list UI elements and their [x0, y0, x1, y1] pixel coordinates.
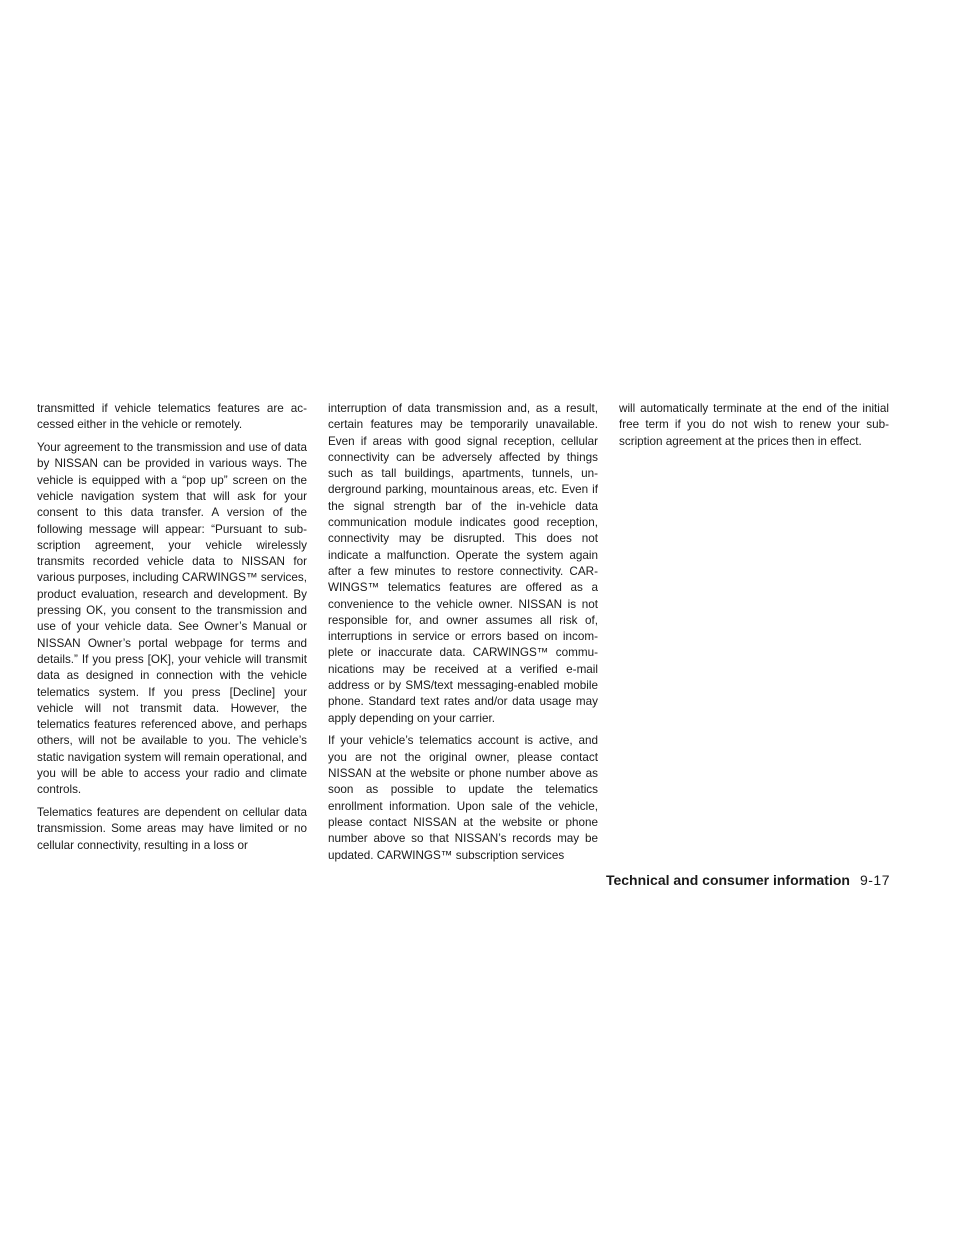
- paragraph: Telematics features are dependent on cellular data transmission. Some areas may have limited or no cellular connectivity, resulting in a loss or: [37, 806, 307, 852]
- page-footer: [606, 871, 890, 889]
- paragraph: If your vehicle’s telematics account is active, and you are not the original owner, please contact NISSAN at the website or phone number above as soon as possible to update the telematics enrollment information. Upon sale of the vehicle, please contact NISSAN at the website or phone number above so that NISSAN’s records may be updated. CARWINGS™ subscription services: [328, 734, 598, 862]
- paragraph: Your agreement to the transmission and use of data by NISSAN can be provided in various ways. The vehicle is equipped with a “pop up” screen on the vehicle navigation system that will ask for your consent to this data transfer. A version of the following message will appear: “Pursuant to subscription agreement, your vehicle wirelessly transmits recorded vehicle data to NISSAN for various purposes, including CARWINGS™ services, product evaluation, research and development. By pressing OK, you consent to the transmission and use of your vehicle data. See Owner’s Manual or NISSAN Owner’s portal webpage for terms and details.” If you press [OK], your vehicle will transmit data as designed in connection with the vehicle telematics system. If you press [Decline] your vehicle will not transmit data. However, the telematics features referenced above, and perhaps others, will not be available to you. The vehicle’s static navigation system will remain operational, and you will be able to access your radio and climate controls.: [37, 441, 307, 797]
- text-column-2: [328, 401, 598, 870]
- page-number: 9-17: [859, 872, 890, 888]
- section-title: Technical and consumer information: [605, 872, 850, 888]
- paragraph: transmitted if vehicle telematics features are accessed either in the vehicle or remotely.: [37, 402, 307, 432]
- paragraph: will automatically terminate at the end of the initial free term if you do not wish to renew your subscription agreement at the prices then in effect.: [619, 402, 889, 448]
- text-column-1: [37, 401, 307, 861]
- text-column-3: [619, 401, 889, 456]
- paragraph: interruption of data transmission and, as a result, certain features may be temporarily unavailable. Even if areas with good signal reception, cellular connectivity can be adversely affected by things such as tall buildings, apartments, tunnels, underground parking, mountainous areas, etc. Even if the signal strength bar of the in-vehicle data communication module indicates good reception, connectivity may be disrupted. This does not indicate a malfunction. Operate the system again after a few minutes to restore connectivity. CARWINGS™ telematics features are offered as a convenience to the vehicle owner. NISSAN is not responsible for, and owner assumes all risk of, interruptions in service or errors based on incomplete or inaccurate data. CARWINGS™ communications may be received at a verified e-mail address or by SMS/text messaging-enabled mobile phone. Standard text rates and/or data usage may apply depending on your carrier.: [328, 402, 598, 725]
